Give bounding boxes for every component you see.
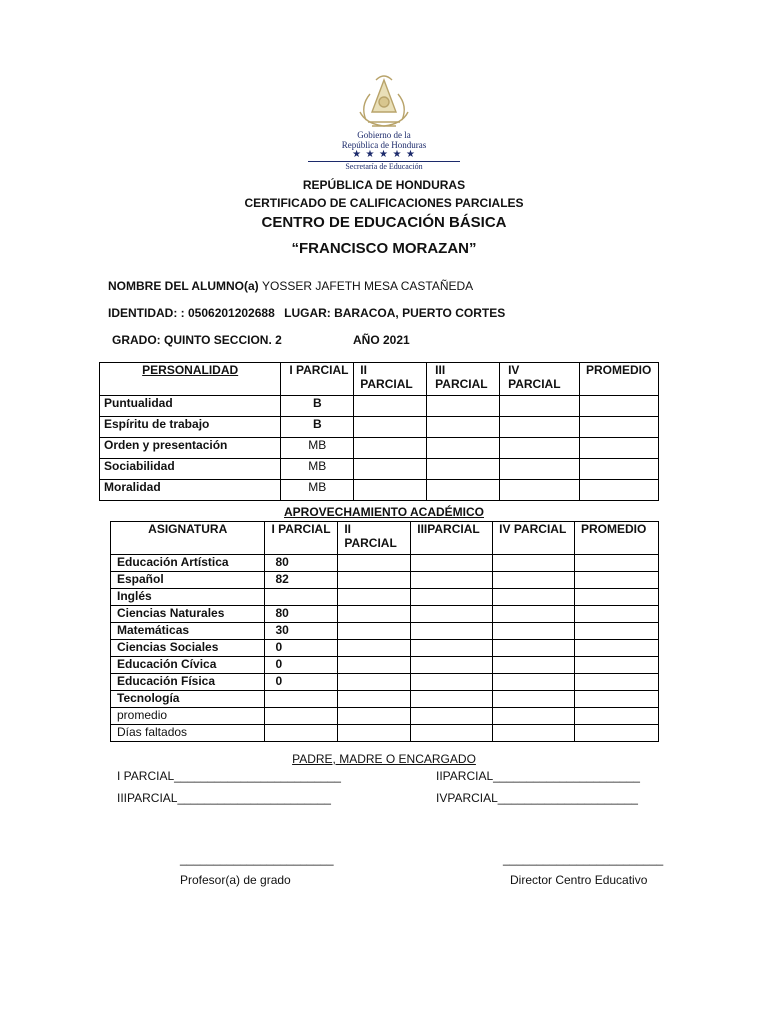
subject-label: Inglés [111, 589, 265, 606]
grade-cell [575, 725, 659, 742]
grade-cell: MB [281, 459, 354, 480]
table-row [111, 691, 659, 708]
grade-cell: MB [281, 480, 354, 501]
header-cell: PERSONALIDAD [100, 363, 281, 396]
subject-label: Días faltados [111, 725, 265, 742]
header-cell: PROMEDIO [575, 522, 659, 555]
grade-cell: B [281, 396, 354, 417]
table-row [111, 555, 659, 572]
grade-cell [354, 480, 427, 501]
header-cell: II PARCIAL [354, 363, 427, 396]
grade-cell [427, 459, 500, 480]
subject-label: Español [111, 572, 265, 589]
table-header-row [100, 363, 659, 396]
grade-cell [411, 606, 493, 623]
director-signature-line: ________________________ [503, 852, 664, 866]
header-cell: II PARCIAL [338, 522, 411, 555]
grade-cell [427, 396, 500, 417]
table-row [111, 674, 659, 691]
grade-cell [493, 725, 575, 742]
guardian-signature-p3: IIIPARCIAL_______________________ [117, 791, 331, 805]
grade-cell [338, 657, 411, 674]
row-label: Orden y presentación [100, 438, 281, 459]
grade-cell [338, 725, 411, 742]
grade-cell [427, 438, 500, 459]
grade-cell [575, 606, 659, 623]
grade-cell [575, 589, 659, 606]
row-label: Puntualidad [100, 396, 281, 417]
grade-cell [493, 589, 575, 606]
grade-cell: 80 [265, 555, 338, 572]
grade-cell [579, 396, 658, 417]
student-name-row [108, 279, 473, 293]
grade-cell [411, 589, 493, 606]
school-type-title: CENTRO DE EDUCACIÓN BÁSICA [261, 214, 507, 231]
grade-cell: B [281, 417, 354, 438]
subject-label: Educación Artística [111, 555, 265, 572]
subject-label: Matemáticas [111, 623, 265, 640]
header-cell: I PARCIAL [281, 363, 354, 396]
header-cell: IIIPARCIAL [411, 522, 493, 555]
header-cell: I PARCIAL [265, 522, 338, 555]
grade-cell [493, 572, 575, 589]
grade-cell [265, 725, 338, 742]
grade-cell [411, 674, 493, 691]
grade-cell [493, 674, 575, 691]
school-name-title: “FRANCISCO MORAZAN” [291, 240, 477, 257]
grade-cell [493, 708, 575, 725]
table-row [100, 417, 659, 438]
grade-cell: MB [281, 438, 354, 459]
grade-cell: 30 [265, 623, 338, 640]
grade-cell [411, 708, 493, 725]
subject-label: Educación Física [111, 674, 265, 691]
subject-label: Ciencias Naturales [111, 606, 265, 623]
grade-cell [493, 657, 575, 674]
header-cell: IV PARCIAL [493, 522, 575, 555]
student-name-value: YOSSER JAFETH MESA CASTAÑEDA [262, 279, 474, 293]
grade-cell [411, 725, 493, 742]
student-id-label: IDENTIDAD: : 0506201202688 [108, 306, 275, 320]
teacher-signature-line: _______________________ [180, 852, 334, 866]
grade-cell [575, 674, 659, 691]
grade-cell [493, 691, 575, 708]
grade-cell [411, 555, 493, 572]
table-row [100, 480, 659, 501]
student-id-row [108, 306, 505, 320]
guardian-signature-p4: IVPARCIAL_____________________ [436, 791, 638, 805]
table-row [111, 589, 659, 606]
grade-cell [265, 691, 338, 708]
student-grade-label: GRADO: QUINTO SECCION. 2 [112, 333, 282, 347]
grade-cell [338, 589, 411, 606]
table-row [111, 572, 659, 589]
grade-cell [575, 623, 659, 640]
grade-cell: 0 [265, 640, 338, 657]
country-title: REPÚBLICA DE HONDURAS [302, 178, 466, 192]
grade-cell [500, 480, 580, 501]
grade-cell: 80 [265, 606, 338, 623]
certificate-title: CERTIFICADO DE CALIFICACIONES PARCIALES [244, 196, 524, 210]
row-label: Sociabilidad [100, 459, 281, 480]
grade-cell [338, 623, 411, 640]
grade-cell [411, 572, 493, 589]
grade-cell [500, 438, 580, 459]
grade-cell [427, 480, 500, 501]
grade-cell [493, 623, 575, 640]
grade-cell: 0 [265, 674, 338, 691]
table-row [111, 708, 659, 725]
grade-cell [575, 691, 659, 708]
guardian-section-title: PADRE, MADRE O ENCARGADO [292, 752, 476, 766]
subject-label: promedio [111, 708, 265, 725]
academic-section-title: APROVECHAMIENTO ACADÉMICO [283, 505, 484, 519]
grade-cell [265, 708, 338, 725]
student-year-label: AÑO 2021 [353, 333, 410, 347]
table-row [111, 623, 659, 640]
grade-cell [354, 459, 427, 480]
grade-cell [338, 691, 411, 708]
logo-line-2: República de Honduras [341, 140, 427, 150]
grade-cell [338, 606, 411, 623]
header-cell: III PARCIAL [427, 363, 500, 396]
grade-cell [411, 640, 493, 657]
grade-cell [493, 555, 575, 572]
grade-cell [500, 417, 580, 438]
table-row [100, 459, 659, 480]
grade-cell [411, 657, 493, 674]
grade-cell [500, 459, 580, 480]
grade-cell [575, 555, 659, 572]
grade-cell [411, 623, 493, 640]
subject-label: Tecnología [111, 691, 265, 708]
grade-cell [579, 417, 658, 438]
grade-cell [493, 640, 575, 657]
logo-line-1: Gobierno de la [357, 130, 411, 140]
grade-cell [427, 417, 500, 438]
guardian-signature-p1: I PARCIAL_________________________ [117, 769, 341, 783]
student-place-label: LUGAR: BARACOA, PUERTO CORTES [284, 306, 506, 320]
table-header-row [111, 522, 659, 555]
table-row [111, 657, 659, 674]
grade-cell [575, 572, 659, 589]
grade-cell [411, 691, 493, 708]
personality-table [99, 362, 659, 501]
grade-cell [354, 438, 427, 459]
grade-cell [338, 555, 411, 572]
grade-cell [575, 640, 659, 657]
grade-cell [338, 640, 411, 657]
grade-cell [579, 459, 658, 480]
table-row [111, 606, 659, 623]
grade-cell [265, 589, 338, 606]
grade-cell [579, 480, 658, 501]
subject-label: Educación Cívica [111, 657, 265, 674]
grade-cell [354, 417, 427, 438]
government-logo [300, 72, 468, 172]
header-cell: PROMEDIO [579, 363, 658, 396]
grade-cell [338, 708, 411, 725]
grade-cell [575, 708, 659, 725]
table-row [111, 640, 659, 657]
grade-cell: 82 [265, 572, 338, 589]
header-cell: ASIGNATURA [111, 522, 265, 555]
table-row [100, 396, 659, 417]
grade-cell [500, 396, 580, 417]
grade-cell [338, 674, 411, 691]
row-label: Espíritu de trabajo [100, 417, 281, 438]
grade-cell [579, 438, 658, 459]
student-name-label: NOMBRE DEL ALUMNO(a) [108, 279, 259, 293]
logo-stars: ★ ★ ★ ★ ★ [352, 149, 416, 160]
table-row [100, 438, 659, 459]
coat-of-arms-icon [300, 72, 468, 130]
grade-cell [354, 396, 427, 417]
table-row [111, 725, 659, 742]
logo-line-3: Secretaría de Educación [345, 162, 423, 171]
teacher-signature-label: Profesor(a) de grado [180, 873, 291, 887]
grade-cell: 0 [265, 657, 338, 674]
row-label: Moralidad [100, 480, 281, 501]
grade-cell [493, 606, 575, 623]
grade-cell [338, 572, 411, 589]
academic-table [110, 521, 659, 742]
director-signature-label: Director Centro Educativo [510, 873, 648, 887]
guardian-signature-p2: IIPARCIAL______________________ [436, 769, 640, 783]
header-cell: IV PARCIAL [500, 363, 580, 396]
grade-cell [575, 657, 659, 674]
subject-label: Ciencias Sociales [111, 640, 265, 657]
